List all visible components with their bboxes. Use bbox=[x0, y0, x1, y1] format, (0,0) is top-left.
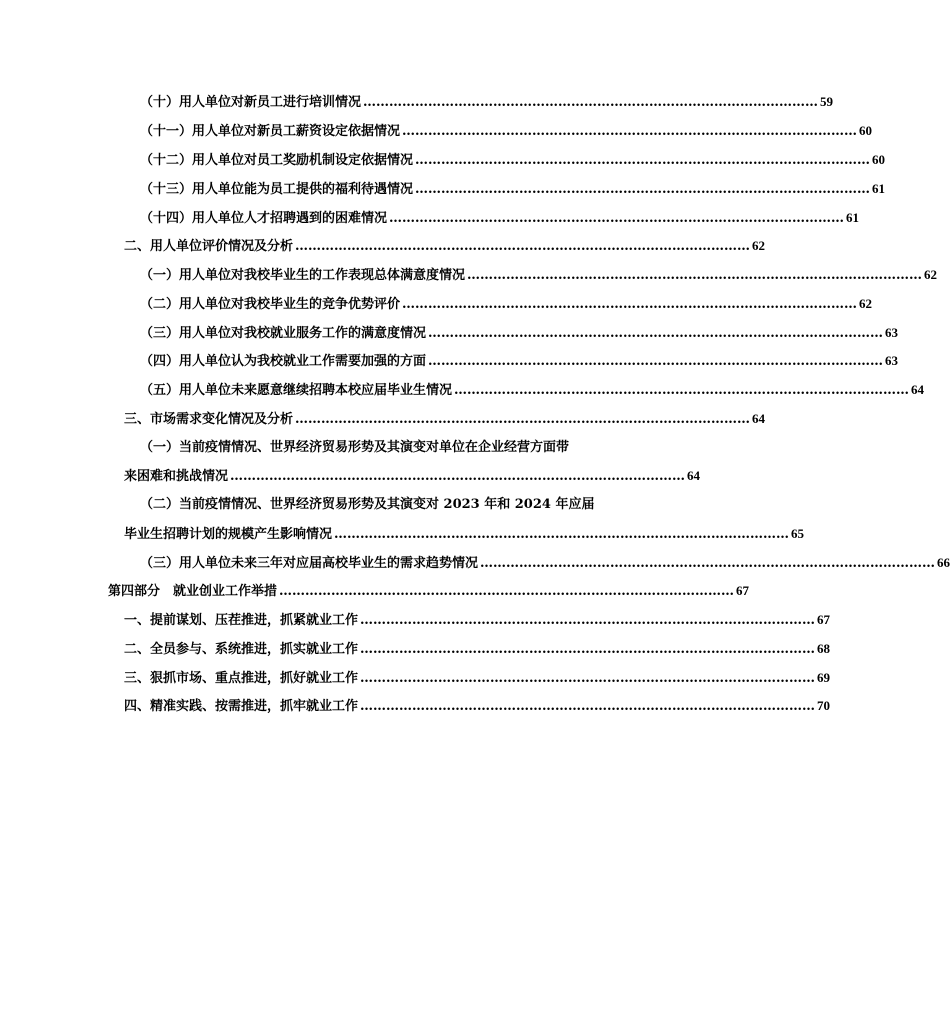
toc-leader-dots: …………………………………………………………………………………………… bbox=[295, 412, 751, 427]
toc-entry-title: （三）用人单位未来三年对应届高校毕业生的需求趋势情况 bbox=[140, 556, 479, 571]
toc-entry[interactable] bbox=[140, 324, 899, 343]
toc-entry-title: 第四部分 就业创业工作举措 bbox=[108, 584, 278, 599]
toc-entry-title: 四、精准实践、按需推进，抓牢就业工作 bbox=[124, 699, 359, 714]
toc-leader-dots: …………………………………………………………………………………………… bbox=[230, 469, 686, 484]
toc-leader-dots: …………………………………………………………………………………………… bbox=[467, 268, 923, 283]
toc-leader-dots: …………………………………………………………………………………………… bbox=[428, 354, 884, 369]
toc-leader-dots: …………………………………………………………………………………………… bbox=[480, 556, 936, 571]
toc-entry[interactable] bbox=[124, 237, 766, 256]
toc-page-number: 67 bbox=[736, 583, 750, 598]
toc-entry-title-line1[interactable]: （二）当前疫情情况、世界经济贸易形势及其演变对 2023 年和 2024 年应届 bbox=[140, 497, 595, 512]
toc-page-number: 70 bbox=[817, 698, 831, 713]
toc-entry[interactable] bbox=[124, 525, 805, 544]
toc-entry[interactable] bbox=[140, 151, 886, 170]
toc-leader-dots: …………………………………………………………………………………………… bbox=[360, 671, 816, 686]
toc-entry[interactable] bbox=[140, 93, 834, 112]
toc-entry-title: 毕业生招聘计划的规模产生影响情况 bbox=[124, 527, 333, 542]
toc-entry[interactable] bbox=[140, 352, 899, 371]
toc-leader-dots: …………………………………………………………………………………………… bbox=[295, 239, 751, 254]
toc-page-number: 63 bbox=[885, 325, 899, 340]
toc-entry-title: （四）用人单位认为我校就业工作需要加强的方面 bbox=[140, 354, 427, 369]
toc-entry-title: （十四）用人单位人才招聘遇到的困难情况 bbox=[140, 211, 388, 226]
toc-entry-title: （十二）用人单位对员工奖励机制设定依据情况 bbox=[140, 153, 414, 168]
toc-leader-dots: …………………………………………………………………………………………… bbox=[415, 182, 871, 197]
toc-page-number: 64 bbox=[687, 468, 701, 483]
toc-entry[interactable] bbox=[140, 554, 950, 573]
toc-leader-dots: …………………………………………………………………………………………… bbox=[454, 383, 910, 398]
toc-leader-dots: …………………………………………………………………………………………… bbox=[279, 584, 735, 599]
toc-entry-title: 三、市场需求变化情况及分析 bbox=[124, 412, 294, 427]
toc-entry[interactable] bbox=[124, 410, 766, 429]
toc-page-number: 68 bbox=[817, 641, 831, 656]
toc-leader-dots: …………………………………………………………………………………………… bbox=[360, 613, 816, 628]
toc-leader-dots: …………………………………………………………………………………………… bbox=[415, 153, 871, 168]
toc-page-number: 61 bbox=[872, 181, 886, 196]
toc-page-number: 67 bbox=[817, 612, 831, 627]
toc-page-number: 60 bbox=[872, 152, 886, 167]
toc-leader-dots: …………………………………………………………………………………………… bbox=[334, 527, 790, 542]
toc-entry[interactable] bbox=[140, 180, 886, 199]
toc-page-number: 64 bbox=[752, 411, 766, 426]
toc-entry-title: 来困难和挑战情况 bbox=[124, 469, 229, 484]
toc-entry-title: （一）用人单位对我校毕业生的工作表现总体满意度情况 bbox=[140, 268, 466, 283]
toc-leader-dots: …………………………………………………………………………………………… bbox=[402, 124, 858, 139]
toc-entry[interactable] bbox=[140, 122, 873, 141]
toc-entry[interactable] bbox=[124, 697, 831, 716]
toc-entry-title: （十一）用人单位对新员工薪资设定依据情况 bbox=[140, 124, 401, 139]
toc-page-number: 59 bbox=[820, 94, 834, 109]
toc-page-number: 61 bbox=[846, 210, 860, 225]
toc-page-number: 64 bbox=[911, 382, 925, 397]
toc-entry[interactable] bbox=[124, 640, 831, 659]
toc-entry-title: 二、全员参与、系统推进，抓实就业工作 bbox=[124, 642, 359, 657]
toc-entry-title: （五）用人单位未来愿意继续招聘本校应届毕业生情况 bbox=[140, 383, 453, 398]
toc-page-number: 60 bbox=[859, 123, 873, 138]
toc-entry-title: 二、用人单位评价情况及分析 bbox=[124, 239, 294, 254]
toc-entry-title: （三）用人单位对我校就业服务工作的满意度情况 bbox=[140, 326, 427, 341]
toc-entry-title: （二）用人单位对我校毕业生的竞争优势评价 bbox=[140, 297, 401, 312]
toc-page-number: 66 bbox=[937, 555, 950, 570]
toc-page-number: 65 bbox=[791, 526, 805, 541]
toc-entry-title-line1[interactable]: （一）当前疫情情况、世界经济贸易形势及其演变对单位在企业经营方面带 bbox=[140, 440, 570, 455]
toc-entry[interactable] bbox=[108, 582, 750, 601]
toc-leader-dots: …………………………………………………………………………………………… bbox=[428, 326, 884, 341]
toc-entry[interactable] bbox=[124, 611, 831, 630]
toc-entry-title: （十）用人单位对新员工进行培训情况 bbox=[140, 95, 362, 110]
toc-entry-title: （十三）用人单位能为员工提供的福利待遇情况 bbox=[140, 182, 414, 197]
toc-page-number: 63 bbox=[885, 353, 899, 368]
toc-leader-dots: …………………………………………………………………………………………… bbox=[389, 211, 845, 226]
toc-entry[interactable] bbox=[140, 381, 925, 400]
toc-entry[interactable] bbox=[140, 209, 860, 228]
toc-leader-dots: …………………………………………………………………………………………… bbox=[402, 297, 858, 312]
toc-entry[interactable] bbox=[140, 266, 938, 285]
toc-leader-dots: …………………………………………………………………………………………… bbox=[363, 95, 819, 110]
toc-page-number: 69 bbox=[817, 670, 831, 685]
toc-leader-dots: …………………………………………………………………………………………… bbox=[360, 699, 816, 714]
toc-entry-title: 一、提前谋划、压茬推进，抓紧就业工作 bbox=[124, 613, 359, 628]
toc-entry[interactable] bbox=[124, 669, 831, 688]
toc-leader-dots: …………………………………………………………………………………………… bbox=[360, 642, 816, 657]
toc-page-number: 62 bbox=[752, 238, 766, 253]
toc-page-number: 62 bbox=[859, 296, 873, 311]
toc-entry-title: 三、狠抓市场、重点推进，抓好就业工作 bbox=[124, 671, 359, 686]
toc-entry[interactable] bbox=[140, 295, 873, 314]
toc-page-number: 62 bbox=[924, 267, 938, 282]
toc-entry[interactable] bbox=[124, 467, 701, 486]
